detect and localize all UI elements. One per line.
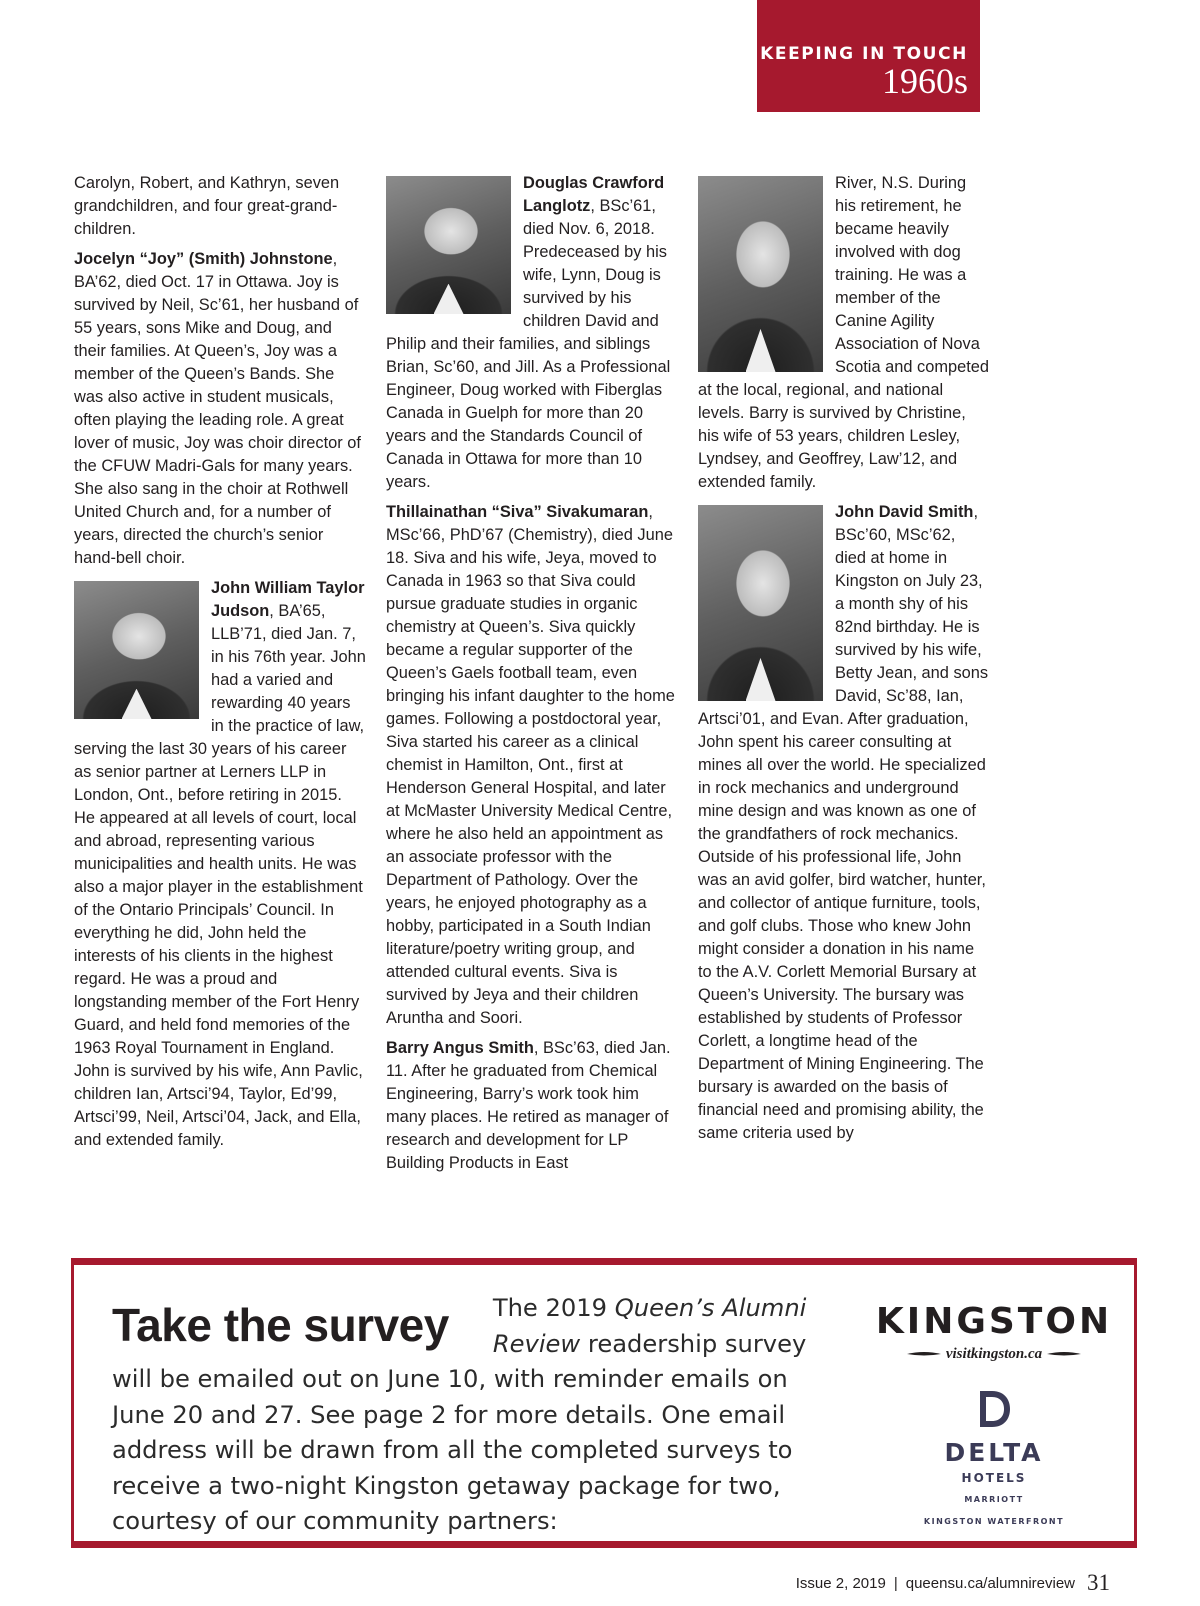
delta-hotels: HOTELS	[961, 1471, 1027, 1485]
obituary-text: , BSc’61, died Nov. 6, 2018. Predeceased by his wife, Lynn, Doug is survived by his children David and Philip and their families, and siblings Brian, Sc’60, and Jill. As a Professional Engineer, Doug worked with Fiberglas Canada in Guelph for more than 20 years and the Standards Council of Canada in Ottawa for more than 10 years.	[386, 197, 671, 491]
obituary-judson	[74, 577, 366, 1152]
delta-marriott: MARRIOTT	[964, 1495, 1024, 1504]
photo-detail	[746, 658, 776, 701]
section-title: KEEPING IN TOUCH	[760, 44, 968, 64]
obituary-name: Jocelyn “Joy” (Smith) Johnstone	[74, 250, 333, 268]
page-footer	[796, 1570, 1110, 1596]
obituary-johnstone	[74, 248, 366, 570]
obituary-name: John David Smith	[835, 503, 974, 521]
obituary-name: John William Taylor Judson	[211, 579, 365, 620]
obituary-text: River, N.S. During his retirement, he became heavily involved with dog training. He was a member of the Canine Agility Association of Nova Scotia and competed at the local, regional, and national levels. Barry is survived by Christine, his wife of 53 years, children Lesley, Lyndsey, and Geoffrey, Law’12, and extended family.	[698, 174, 989, 491]
obituary-barry-smith	[386, 1037, 678, 1175]
section-header-tab	[757, 0, 980, 112]
obituary-name: Thillainathan “Siva” Sivakumaran	[386, 503, 649, 521]
survey-text	[112, 1291, 832, 1540]
obituary-sivakumaran	[386, 501, 678, 1030]
survey-headline: Take the survey	[112, 1299, 449, 1351]
column-3	[698, 172, 990, 1152]
portrait-photo-judson	[74, 581, 199, 719]
section-decade: 1960s	[881, 61, 968, 101]
kingston-logo	[874, 1301, 1114, 1365]
obituary-barry-smith-continued	[698, 172, 990, 494]
obituary-john-david-smith	[698, 501, 990, 1145]
photo-detail	[746, 329, 776, 372]
photo-detail	[122, 689, 152, 719]
page-number: 31	[1087, 1570, 1110, 1595]
portrait-photo-langlotz	[386, 176, 511, 314]
obituary-langlotz	[386, 172, 678, 494]
left-swoosh-icon	[906, 1350, 942, 1358]
obituary-text: , MSc’66, PhD’67 (Chemistry), died June 18. Siva and his wife, Jeya, moved to Canada in 1963 so that Siva could pursue graduate studies in organic chemistry at Queen’s. Siva quickly became a regular supporter of the Queen’s Gaels football team, even bringing his infant daughter to the home games. Following a postdoctoral year, Siva started his career as a clinical chemist in Hamilton, Ont., first at Henderson General Hospital, and later at McMaster University Medical Centre, where he also held an appointment as an associate professor with the Department of Pathology. Over the years, he enjoyed photography as a hobby, participated in a South Indian literature/poetry writing group, and attended cultural events. Siva is survived by Jeya and their children Aruntha and Soori.	[386, 503, 675, 1027]
obituary-text: , BSc’60, MSc’62, died at home in Kingston on July 23, a month shy of his 82nd birthday. He is survived by his wife, Betty Jean, and sons David, Sc’88, Ian, Artsci’01, and Evan. After graduation, John spent his career consulting at mines all over the world. He specialized in rock mechanics and underground mine design and was known as one of the grandfathers of rock mechanics. Outside of his professional life, John was an avid golfer, bird watcher, hunter, and collector of antique furniture, tools, and golf clubs. Those who knew John might consider a donation in his name to the A.V. Corlett Memorial Bursary at Queen’s University. The bursary was established by students of Professor Corlett, a longtime head of the Department of Mining Engineering. The bursary is awarded on the basis of financial need and promising ability, the same criteria used by	[698, 503, 989, 1142]
right-swoosh-icon	[1046, 1350, 1082, 1358]
survey-publication-title: Queen’s Alumni Review	[492, 1294, 807, 1358]
portrait-photo-john-david-smith	[698, 505, 823, 701]
delta-d-icon	[974, 1387, 1014, 1431]
portrait-photo-barry-smith	[698, 176, 823, 372]
kingston-wordmark: KINGSTON	[875, 1301, 1113, 1342]
survey-body-2: readership survey will be emailed out on June 10, with reminder emails on June 20 and 27. See page 2 for more details. One email address will be drawn from all the completed surveys to receive a two-night Kingston getaway package for two, courtesy of our community partners:	[112, 1329, 807, 1535]
column-1	[74, 172, 366, 1159]
column-2	[386, 172, 678, 1182]
survey-box	[71, 1258, 1137, 1548]
obituary-name: Barry Angus Smith	[386, 1039, 534, 1057]
obituary-name: Douglas Crawford Langlotz	[523, 174, 665, 215]
footer-issue: Issue 2, 2019	[795, 1575, 886, 1592]
delta-hotels-logo	[894, 1387, 1094, 1533]
obituary-text: , BSc’63, died Jan. 11. After he graduated from Chemical Engineering, Barry’s work took him many places. He retired as manager of research and development for LP Building Products in East	[386, 1039, 671, 1172]
photo-detail	[434, 284, 464, 314]
survey-body-1: The 2019	[492, 1294, 615, 1322]
delta-location: KINGSTON WATERFRONT	[923, 1517, 1065, 1526]
kingston-url-text: visitkingston.ca	[945, 1346, 1043, 1362]
obituary-text: , BA’62, died Oct. 17 in Ottawa. Joy is survived by Neil, Sc’61, her husband of 55 years, sons Mike and Doug, and their families. At Queen’s, Joy was a member of the Queen’s Bands. She was also active in student musicals, often playing the leading role. A great lover of music, Joy was choir director of the CFUW Madri-Gals for many years. She also sang in the choir at Rothwell United Church and, for a number of years, directed the church’s senior hand-bell choir.	[74, 250, 361, 567]
kingston-url	[874, 1343, 1114, 1365]
obituary-text: , BA’65, LLB’71, died Jan. 7, in his 76th year. John had a varied and rewarding 40 years in the practice of law, serving the last 30 years of his career as senior partner at Lerners LLP in London, Ont., before retiring in 2015. He appeared at all levels of court, local and abroad, representing various municipalities and health units. He was also a major player in the establishment of the Ontario Principals’ Council. In everything he did, John held the interests of his clients in the highest regard. He was a proud and longstanding member of the Fort Henry Guard, and held fond memories of the 1963 Royal Tournament in England. John is survived by his wife, Ann Pavlic, children Ian, Artsci’94, Taylor, Ed’99, Artsci’99, Neil, Artsci’04, Jack, and Ella, and extended family.	[74, 602, 366, 1149]
obituary-continuation: Carolyn, Robert, and Kathryn, seven grandchildren, and four great-grand-children.	[74, 174, 340, 238]
delta-name: DELTA	[944, 1438, 1044, 1467]
footer-site: queensu.ca/alumnireview	[905, 1575, 1075, 1592]
footer-separator: |	[893, 1575, 898, 1592]
